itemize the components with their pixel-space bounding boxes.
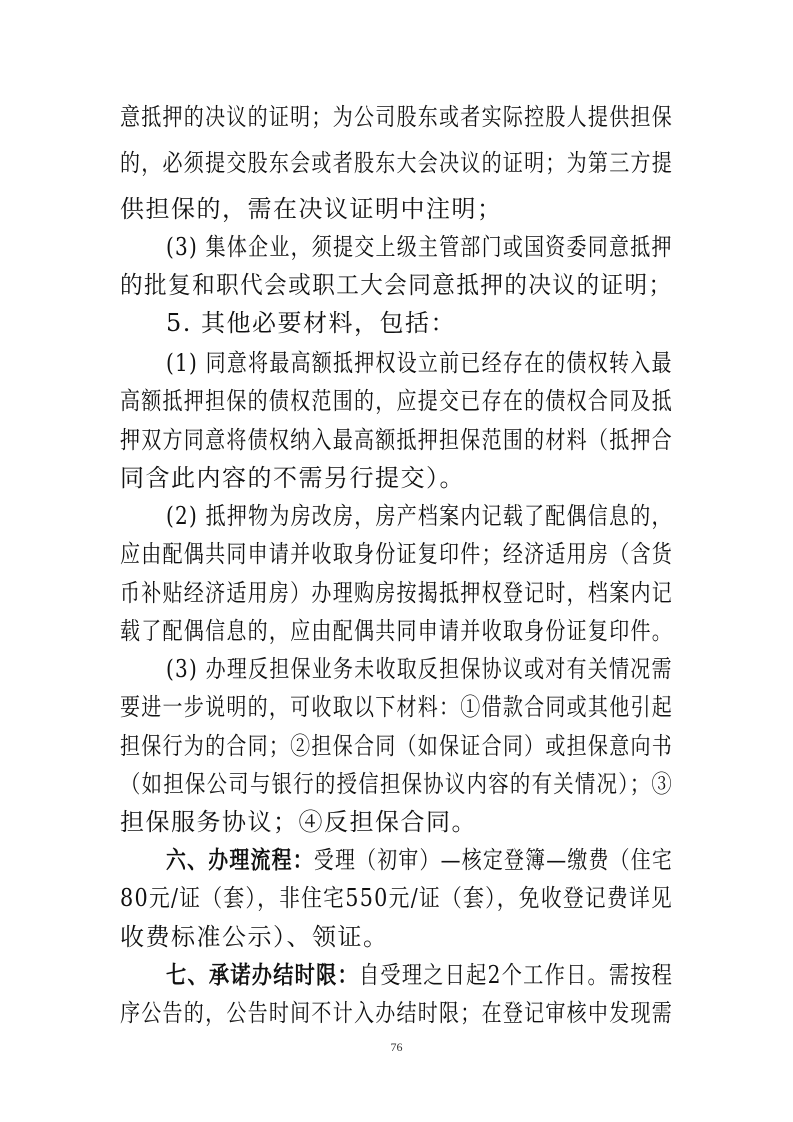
paragraph-line: 收费标准公示）、领证。 [120,923,389,951]
section-six-line [166,843,673,877]
paragraph-line: 押双方同意将债权纳入最高额抵押担保范围的材料（抵押合 [120,426,674,454]
paragraph-line: 应由配偶共同申请并收取身份证复印件；经济适用房（含货 [120,540,674,568]
paragraph-line: 的批复和职代会或职工大会同意抵押的决议的证明； [120,271,673,299]
paragraph-line: 担保行为的合同；②担保合同（如保证合同）或担保意向书 [120,732,674,760]
paragraph-line: (2) 抵押物为房改房，房产档案内记载了配偶信息的， [166,502,673,530]
section-seven-label: 七、承诺办结时限： [166,960,359,989]
paragraph-line: (3) 集体企业，须提交上级主管部门或国资委同意抵押 [166,233,673,261]
paragraph-line: (1) 同意将最高额抵押权设立前已经存在的债权转入最 [166,349,673,377]
section-seven-line [166,958,673,992]
section-seven-text: 自受理之日起2个工作日。需按程 [358,961,674,989]
section-six-label: 六、办理流程： [166,845,314,874]
paragraph-line: 的，必须提交股东会或者股东大会决议的证明；为第三方提 [120,149,674,177]
paragraph-line: 意抵押的决议的证明；为公司股东或者实际控股人提供担保 [120,103,674,131]
paragraph-line: （如担保公司与银行的授信担保协议内容的有关情况）；③ [120,770,674,798]
paragraph-line: (3) 办理反担保业务未收取反担保协议或对有关情况需 [166,655,673,683]
paragraph-line: 担保服务协议；④反担保合同。 [120,808,477,836]
paragraph-line: 载了配偶信息的，应由配偶共同申请并收取身份证复印件。 [120,617,674,645]
paragraph-line: 同含此内容的不需另行提交）。 [120,464,465,492]
paragraph-line: 5. 其他必要材料，包括： [166,309,457,337]
paragraph-line: 序公告的，公告时间不计入办结时限；在登记审核中发现需 [120,999,674,1027]
section-six-text: 受理（初审）—核定登簿—缴费（住宅 [313,846,673,874]
paragraph-line: 供担保的，需在决议证明中注明； [120,195,503,223]
paragraph-line: 要进一步说明的，可收取以下材料：①借款合同或其他引起 [120,693,674,721]
paragraph-line: 高额抵押担保的债权范围的，应提交已存在的债权合同及抵 [120,387,674,415]
paragraph-line: 80元/证（套），非住宅550元/证（套），免收登记费详见 [120,884,674,912]
paragraph-line: 币补贴经济适用房）办理购房按揭抵押权登记时，档案内记 [120,579,674,607]
page-number: 76 [390,1040,403,1054]
